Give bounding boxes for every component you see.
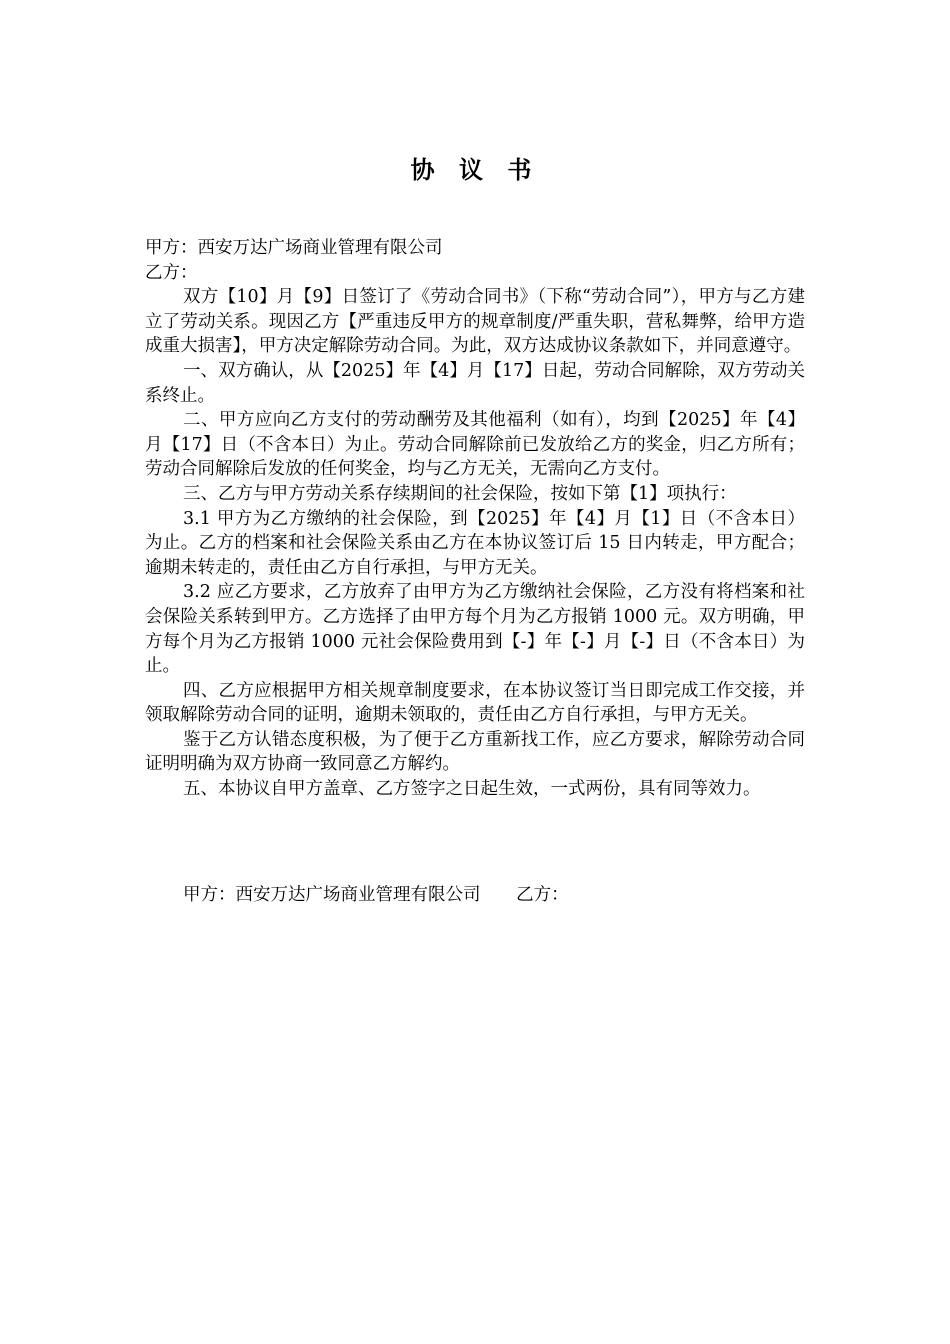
party-a-line: 甲方：西安万达广场商业管理有限公司 — [145, 238, 443, 258]
document-title: 协 议 书 — [410, 156, 540, 184]
paragraph-note: 鉴于乙方认错态度积极，为了便于乙方重新找工作，应乙方要求，解除劳动合同证明明确为双方协商一致同意乙方解约。 — [145, 729, 805, 775]
party-b-line: 乙方： — [145, 262, 198, 283]
document-body — [145, 236, 805, 802]
paragraph-clause-1: 一、双方确认，从【2025】年【4】月【17】日起，劳动合同解除，双方劳动关系终止。 — [145, 360, 805, 406]
paragraph-clause-2: 二、甲方应向乙方支付的劳动酬劳及其他福利（如有），均到【2025】年【4】月【17】日（不含本日）为止。劳动合同解除前已发放给乙方的奖金，归乙方所有；劳动合同解除后发放的任何奖金，均与乙方无关，无需向乙方支付。 — [145, 410, 805, 480]
paragraph-clause-3: 三、乙方与甲方劳动关系存续期间的社会保险，按如下第【1】项执行： — [183, 483, 737, 504]
paragraph-clause-5: 五、本协议自甲方盖章、乙方签字之日起生效，一式两份，具有同等效力。 — [183, 779, 761, 800]
paragraph-clause-3-1: 3.1 甲方为乙方缴纳的社会保险，到【2025】年【4】月【1】日（不含本日）为止。乙方的档案和社会保险关系由乙方在本协议签订后 15 日内转走，甲方配合；逾期未转走的，责任由乙方自行承担，与甲方无关。 — [145, 508, 805, 578]
paragraph-clause-4: 四、乙方应根据甲方相关规章制度要求，在本协议签订当日即完成工作交接，并领取解除劳动合同的证明，逾期未领取的，责任由乙方自行承担，与甲方无关。 — [145, 680, 805, 726]
signature-party-b: 乙方： — [516, 885, 569, 905]
signature-block — [183, 883, 569, 908]
paragraph-intro: 双方【10】月【9】日签订了《劳动合同书》（下称“劳动合同”），甲方与乙方建立了劳动关系。现因乙方【严重违反甲方的规章制度/严重失职，营私舞弊，给甲方造成重大损害】，甲方决定解除劳动合同。为此，双方达成协议条款如下，并同意遵守。 — [145, 287, 805, 357]
paragraph-clause-3-2: 3.2 应乙方要求，乙方放弃了由甲方为乙方缴纳社会保险，乙方没有将档案和社会保险关系转到甲方。乙方选择了由甲方每个月为乙方报销 1000 元。双方明确，甲方每个月为乙方报销 1000 元社会保险费用到【-】年【-】月【-】日（不含本日）为止。 — [145, 582, 805, 677]
signature-party-a: 甲方：西安万达广场商业管理有限公司 — [183, 885, 481, 905]
